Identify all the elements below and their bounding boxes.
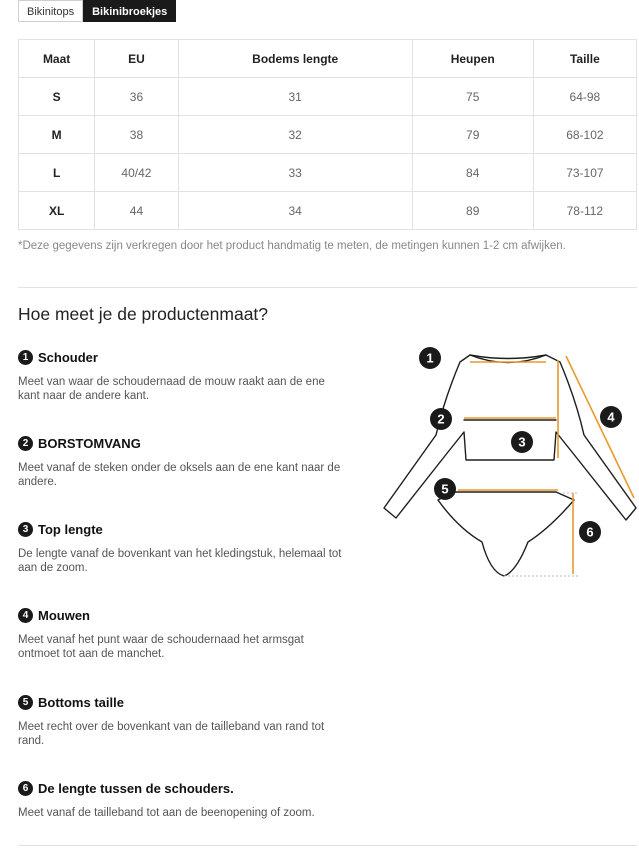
- table-cell: M: [19, 116, 95, 154]
- table-header-row: [19, 40, 637, 78]
- measure-item-bottoms-waist: [18, 695, 348, 748]
- svg-text:3: 3: [518, 434, 526, 450]
- measure-item-title: Top lengte: [38, 522, 103, 537]
- table-cell: 89: [412, 192, 533, 230]
- measure-item-top-length: [18, 522, 348, 575]
- measure-item-title: BORSTOMVANG: [38, 436, 141, 451]
- size-table: [18, 39, 637, 230]
- measure-item-desc: Meet recht over de bovenkant van de tailleband van rand tot rand.: [18, 721, 325, 747]
- table-cell: 38: [95, 116, 178, 154]
- table-row: [19, 78, 637, 116]
- number-badge-icon: 5: [18, 695, 33, 710]
- table-cell: 33: [178, 154, 412, 192]
- col-heupen: Heupen: [412, 40, 533, 78]
- col-bodems-lengte: Bodems lengte: [178, 40, 412, 78]
- measure-item-title: Bottoms taille: [38, 695, 124, 710]
- section-title: Hoe meet je de productenmaat?: [18, 304, 269, 324]
- measure-item-desc: Meet vanaf de tailleband tot aan de beenopening of zoom.: [18, 807, 315, 819]
- table-cell: 79: [412, 116, 533, 154]
- tab-bikinitops[interactable]: Bikinitops: [18, 0, 83, 22]
- svg-text:6: 6: [586, 524, 594, 540]
- table-cell: 75: [412, 78, 533, 116]
- measure-item-desc: De lengte vanaf de bovenkant van het kledingstuk, helemaal tot aan de zoom.: [18, 548, 342, 574]
- measure-item-chest: [18, 436, 348, 489]
- svg-text:5: 5: [441, 481, 449, 497]
- table-row: [19, 154, 637, 192]
- guide-lines: [504, 493, 578, 576]
- svg-text:2: 2: [437, 411, 445, 427]
- col-eu: EU: [95, 40, 178, 78]
- measure-item-sleeves: [18, 608, 348, 661]
- size-tabs: [18, 0, 176, 22]
- measurement-lines: [458, 356, 634, 574]
- measure-item-desc: Meet van waar de schoudernaad de mouw raakt aan de ene kant naar de andere kant.: [18, 376, 325, 402]
- measure-item-desc: Meet vanaf het punt waar de schoudernaad het armsgat ontmoet tot aan de manchet.: [18, 634, 304, 660]
- table-cell: 84: [412, 154, 533, 192]
- table-row: [19, 192, 637, 230]
- number-badge-icon: 4: [18, 608, 33, 623]
- long-sleeve-top-outline: [384, 355, 636, 520]
- table-cell: 64-98: [533, 78, 636, 116]
- table-row: [19, 116, 637, 154]
- measure-item-title: Schouder: [38, 350, 98, 365]
- tab-bikinibroekjes[interactable]: Bikinibroekjes: [83, 0, 176, 22]
- number-badge-icon: 6: [18, 781, 33, 796]
- measure-item-title: Mouwen: [38, 608, 90, 623]
- number-badge-icon: 3: [18, 522, 33, 537]
- table-cell: 34: [178, 192, 412, 230]
- divider: [18, 845, 637, 846]
- table-cell: 68-102: [533, 116, 636, 154]
- measurement-note: *Deze gegevens zijn verkregen door het product handmatig te meten, de metingen kunnen 1-2 cm afwijken.: [18, 240, 566, 252]
- measure-item-title: De lengte tussen de schouders.: [38, 781, 234, 796]
- table-cell: 31: [178, 78, 412, 116]
- table-cell: 40/42: [95, 154, 178, 192]
- number-badge-icon: 1: [18, 350, 33, 365]
- col-maat: Maat: [19, 40, 95, 78]
- svg-text:4: 4: [607, 409, 615, 425]
- table-cell: 73-107: [533, 154, 636, 192]
- table-cell: 36: [95, 78, 178, 116]
- sleeve-measure-line: [566, 356, 634, 498]
- measure-item-shoulder: [18, 350, 348, 403]
- table-cell: 78-112: [533, 192, 636, 230]
- bikini-bottom-outline: [438, 492, 574, 576]
- number-badge-icon: 2: [18, 436, 33, 451]
- table-cell: XL: [19, 192, 95, 230]
- table-cell: S: [19, 78, 95, 116]
- measure-item-desc: Meet vanaf de steken onder de oksels aan de ene kant naar de andere.: [18, 462, 341, 488]
- col-taille: Taille: [533, 40, 636, 78]
- table-cell: 44: [95, 192, 178, 230]
- svg-text:1: 1: [426, 350, 434, 366]
- table-cell: 32: [178, 116, 412, 154]
- bikini-measurement-diagram: [378, 340, 638, 585]
- divider: [18, 287, 637, 288]
- table-cell: L: [19, 154, 95, 192]
- measure-item-bottoms-length: [18, 781, 348, 820]
